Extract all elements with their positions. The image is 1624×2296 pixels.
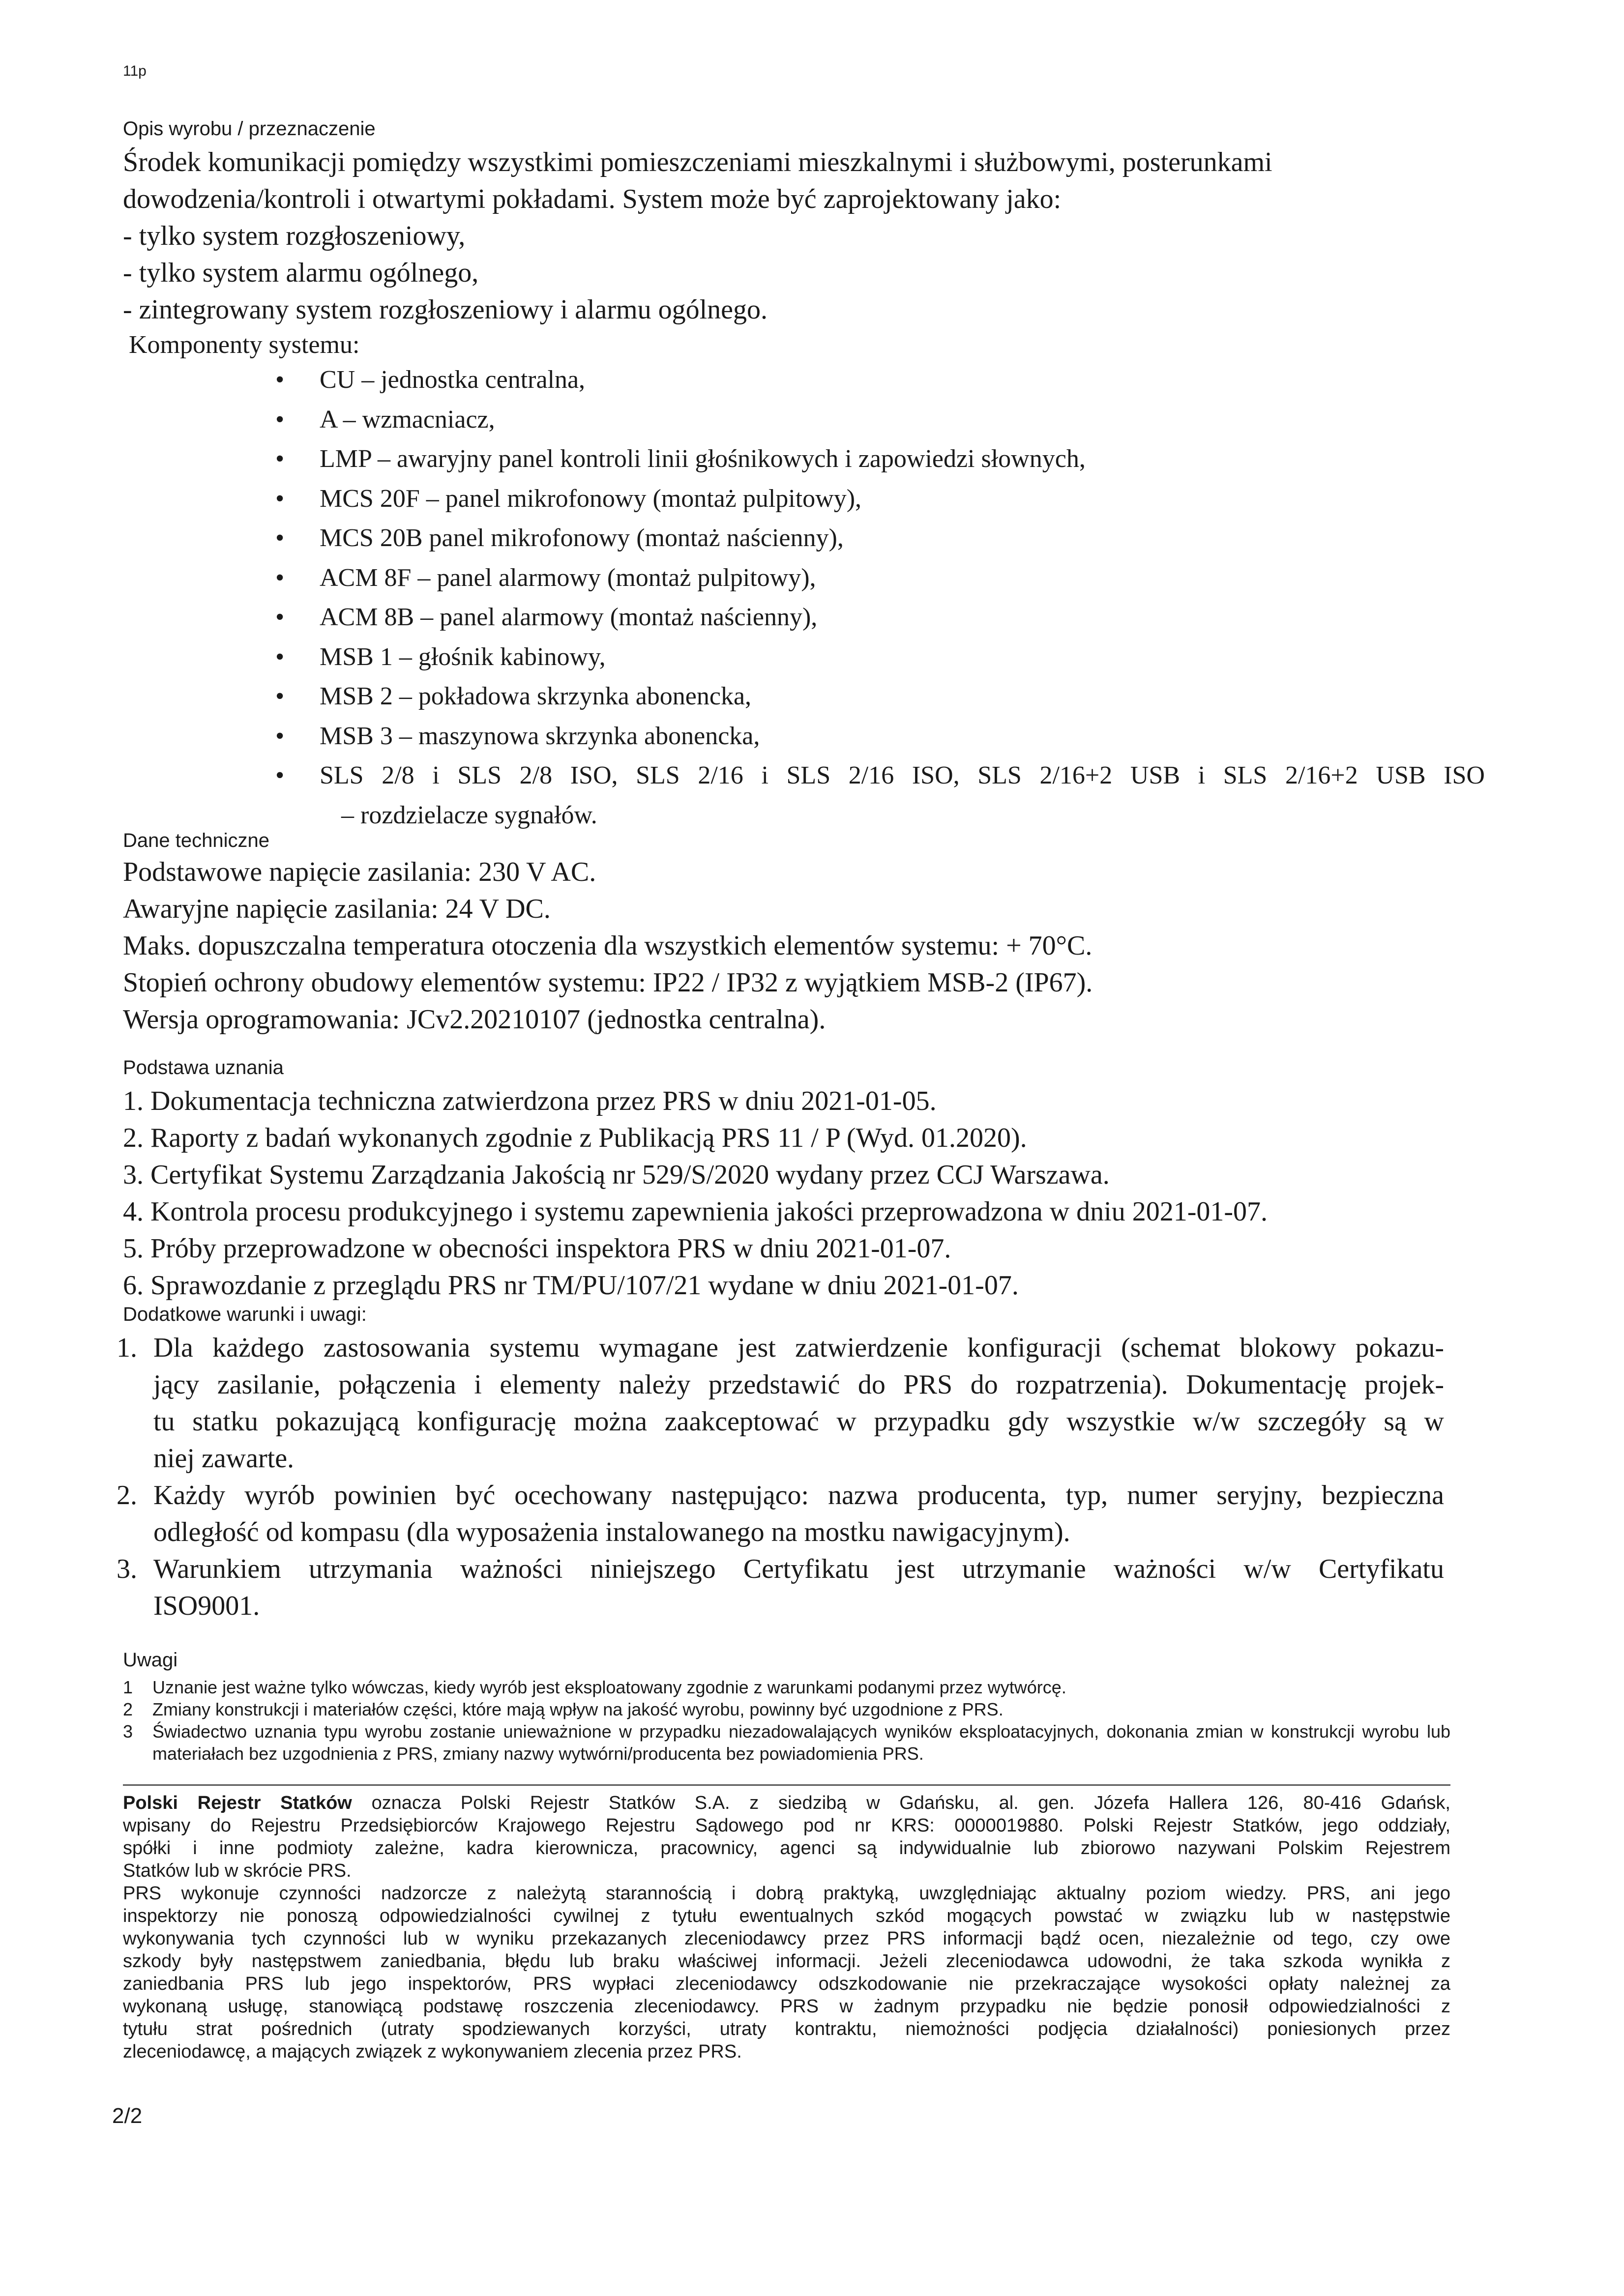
basis-item: 1. Dokumentacja techniczna zatwierdzona przez PRS w dniu 2021-01-05.: [123, 1086, 937, 1116]
footer-divider: [123, 1784, 1450, 1786]
sls-word: i: [761, 761, 768, 789]
sls-word: USB: [1130, 761, 1181, 789]
component-item: • ACM 8B – panel alarmowy (montaż naścienny),: [275, 598, 1485, 638]
condition-line: odległość od kompasu (dla wyposażenia instalowanego na mostku nawigacyjnym).: [153, 1517, 1070, 1547]
basis-item: 6. Sprawozdanie z przeglądu PRS nr TM/PU/107/21 wydane w dniu 2021-01-07.: [123, 1270, 1019, 1301]
condition-number: 2.: [117, 1480, 137, 1511]
sls-word: SLS: [977, 761, 1022, 789]
condition-item: [117, 1330, 1444, 1477]
footer-line: wpisany do Rejestru Przedsiębiorców Krajowego Rejestru Sądowego pod nr KRS: 0000019880. Polski Rejestr Statków, jego oddziały,: [123, 1815, 1450, 1836]
condition-number: 1.: [117, 1333, 137, 1363]
technical-line: Maks. dopuszczalna temperatura otoczenia dla wszystkich elementów systemu: + 70°C.: [123, 930, 1093, 961]
basis-item: 4. Kontrola procesu produkcyjnego i systemu zapewnienia jakości przeprowadzona w dniu 2021-01-07.: [123, 1196, 1268, 1227]
description-text: [123, 144, 1272, 328]
footer-line: wykonywania tych czynności lub w wyniku przekazanych zleceniodawcy przez PRS informacji bądź ocen, niezależnie od tego, czy owe: [123, 1928, 1450, 1949]
description-line: - tylko system rozgłoszeniowy,: [123, 221, 466, 251]
corner-code: 11p: [123, 63, 147, 79]
basis-list: [123, 1083, 1268, 1304]
sls-word: SLS: [786, 761, 831, 789]
technical-line: Wersja oprogramowania: JCv2.20210107 (jednostka centralna).: [123, 1004, 826, 1035]
condition-line: tu statku pokazującą konfigurację można zaakceptować w przypadku gdy wszystkie w/w szczegóły są w: [153, 1406, 1444, 1437]
sls-word: 2/16: [698, 761, 743, 789]
sls-word: 2/16+2: [1285, 761, 1358, 789]
component-item: • MCS 20F – panel mikrofonowy (montaż pulpitowy),: [275, 479, 1485, 519]
sls-words: [320, 756, 1485, 796]
basis-item: 5. Próby przeprowadzone w obecności inspektora PRS w dniu 2021-01-07.: [123, 1233, 951, 1264]
note-item: [123, 1720, 1450, 1765]
condition-line: jący zasilanie, połączenia i elementy należy przedstawić do PRS do rozpatrzenia). Dokumentację projek-: [153, 1369, 1444, 1400]
notes-heading: Uwagi: [123, 1649, 178, 1671]
note-number: 3: [123, 1721, 133, 1742]
description-heading: Opis wyrobu / przeznaczenie: [123, 118, 376, 140]
technical-heading: Dane techniczne: [123, 830, 269, 851]
technical-line: Awaryjne napięcie zasilania: 24 V DC.: [123, 894, 551, 924]
note-number: 2: [123, 1699, 133, 1719]
condition-line: niej zawarte.: [153, 1443, 295, 1474]
footer-line: spółki i inne podmioty zależne, kadra kierownicza, pracownicy, agenci są indywidualnie lub zbiorowo nazywani Polskim Rejestrem: [123, 1838, 1450, 1859]
component-item: • A – wzmacniacz,: [275, 400, 1485, 440]
sls-word: ISO,: [570, 761, 618, 789]
component-item: • MSB 3 – maszynowa skrzynka abonencka,: [275, 717, 1485, 756]
sls-word: SLS: [1223, 761, 1268, 789]
conditions-heading: Dodatkowe warunki i uwagi:: [123, 1304, 367, 1325]
condition-line: Każdy wyrób powinien być ocechowany następująco: nazwa producenta, typ, numer seryjny, bezpieczna: [153, 1480, 1444, 1511]
condition-line: Dla każdego zastosowania systemu wymagane jest zatwierdzenie konfiguracji (schemat blokowy pokazu-: [153, 1333, 1444, 1363]
component-item: • MCS 20B panel mikrofonowy (montaż naścienny),: [275, 519, 1485, 558]
notes-list: [123, 1676, 1450, 1765]
sls-word: SLS: [636, 761, 680, 789]
footer-line: szkody były następstwem zaniedbania, błędu lub braku właściwej informacji. Jeżeli zleceniodawca udowodni, że taka szkoda wynikła z: [123, 1951, 1450, 1972]
note-item: [123, 1676, 1450, 1698]
condition-number: 3.: [117, 1554, 137, 1584]
note-number: 1: [123, 1677, 133, 1697]
note-item: [123, 1698, 1450, 1720]
footer-line-rest: oznacza Polski Rejestr Statków S.A. z siedzibą w Gdańsku, al. gen. Józefa Hallera 126, 80-416 Gdańsk,: [352, 1793, 1450, 1813]
basis-item: 2. Raporty z badań wykonanych zgodnie z Publikacją PRS 11 / P (Wyd. 01.2020).: [123, 1123, 1027, 1153]
condition-line: ISO9001.: [153, 1591, 260, 1621]
footer-company-name: Polski Rejestr Statków: [123, 1793, 352, 1813]
condition-item: [117, 1477, 1444, 1551]
description-line: Środek komunikacji pomiędzy wszystkimi pomieszczeniami mieszkalnymi i służbowymi, posterunkami: [123, 147, 1272, 177]
component-item: • ACM 8F – panel alarmowy (montaż pulpitowy),: [275, 558, 1485, 598]
component-item: • LMP – awaryjny panel kontroli linii głośnikowych i zapowiedzi słownych,: [275, 439, 1485, 479]
footer-line: tytułu strat pośrednich (utraty spodziewanych korzyści, utraty kontraktu, niemożności podjęcia działalności) poniesionych przez: [123, 2019, 1450, 2039]
footer-line: inspektorzy nie ponoszą odpowiedzialności cywilnej z tytułu ewentualnych szkód mogących powstać w związku lub w następstwie: [123, 1906, 1450, 1926]
sls-word: ISO: [1444, 761, 1485, 789]
technical-line: Stopień ochrony obudowy elementów systemu: IP22 / IP32 z wyjątkiem MSB-2 (IP67).: [123, 967, 1093, 998]
legal-footer: [123, 1792, 1450, 2063]
footer-line: PRS wykonuje czynności nadzorcze z należytą starannością i dobrą praktyką, uwzględniając aktualny poziom wiedzy. PRS, ani jego: [123, 1883, 1450, 1904]
sls-word: ISO,: [912, 761, 960, 789]
footer-line: wykonaną usługę, stanowiącą podstawę roszczenia zleceniodawcy. PRS w żadnym przypadku nie będzie ponosił odpowiedzialności z: [123, 1996, 1450, 2017]
description-line: - zintegrowany system rozgłoszeniowy i alarmu ogólnego.: [123, 294, 768, 325]
sls-word: USB: [1376, 761, 1426, 789]
note-text: Zmiany konstrukcji i materiałów części, które mają wpływ na jakość wyrobu, powinny być uzgodnione z PRS.: [152, 1699, 1004, 1719]
sls-word: SLS: [457, 761, 502, 789]
page-number: 2/2: [112, 2104, 143, 2128]
component-item: • CU – jednostka centralna,: [275, 360, 1485, 400]
footer-line: [123, 1792, 1450, 1814]
basis-heading: Podstawa uznania: [123, 1057, 284, 1078]
condition-item: [117, 1551, 1444, 1625]
technical-data: [123, 854, 1093, 1038]
sls-word: i: [1198, 761, 1206, 789]
note-text: Świadectwo uznania typu wyrobu zostanie unieważnione w przypadku niezadowalających wyników eksploatacyjnych, dokonania zmian w konstrukcji wyrobu lub materiałach bez uzgodnienia z PRS, zmiany nazwy wytwórni/producenta bez powiadomienia PRS.: [152, 1721, 1450, 1764]
component-item-sls-cont: – rozdzielacze sygnałów.: [341, 801, 597, 829]
sls-word: 2/8: [519, 761, 553, 789]
description-line: - tylko system alarmu ogólnego,: [123, 258, 479, 288]
footer-line: Statków lub w skrócie PRS.: [123, 1860, 352, 1881]
conditions-list: [117, 1330, 1444, 1625]
technical-line: Podstawowe napięcie zasilania: 230 V AC.: [123, 857, 596, 887]
description-line: dowodzenia/kontroli i otwartymi pokładami. System może być zaprojektowany jako:: [123, 184, 1062, 214]
condition-line: Warunkiem utrzymania ważności niniejszego Certyfikatu jest utrzymanie ważności w/w Certyfikatu: [153, 1554, 1444, 1584]
components-label: Komponenty systemu:: [129, 331, 360, 359]
sls-word: i: [432, 761, 440, 789]
note-text: Uznanie jest ważne tylko wówczas, kiedy wyrób jest eksploatowany zgodnie z warunkami podanymi przez wytwórcę.: [152, 1677, 1066, 1697]
sls-word: 2/8: [382, 761, 414, 789]
sls-word: • SLS: [320, 761, 364, 789]
footer-line: zleceniodawcę, a mających związek z wykonywaniem zlecenia przez PRS.: [123, 2041, 742, 2062]
sls-word: 2/16+2: [1039, 761, 1113, 789]
component-item: • MSB 1 – głośnik kabinowy,: [275, 638, 1485, 677]
footer-line: zaniedbania PRS lub jego inspektorów, PRS wypłaci zleceniodawcy odszkodowanie nie przekraczające wysokości opłaty należnej za: [123, 1974, 1450, 1994]
basis-item: 3. Certyfikat Systemu Zarządzania Jakością nr 529/S/2020 wydany przez CCJ Warszawa.: [123, 1160, 1110, 1190]
component-item-sls: [275, 756, 1485, 796]
component-item: • MSB 2 – pokładowa skrzynka abonencka,: [275, 677, 1485, 717]
components-list: [275, 360, 1485, 835]
sls-word: 2/16: [848, 761, 894, 789]
